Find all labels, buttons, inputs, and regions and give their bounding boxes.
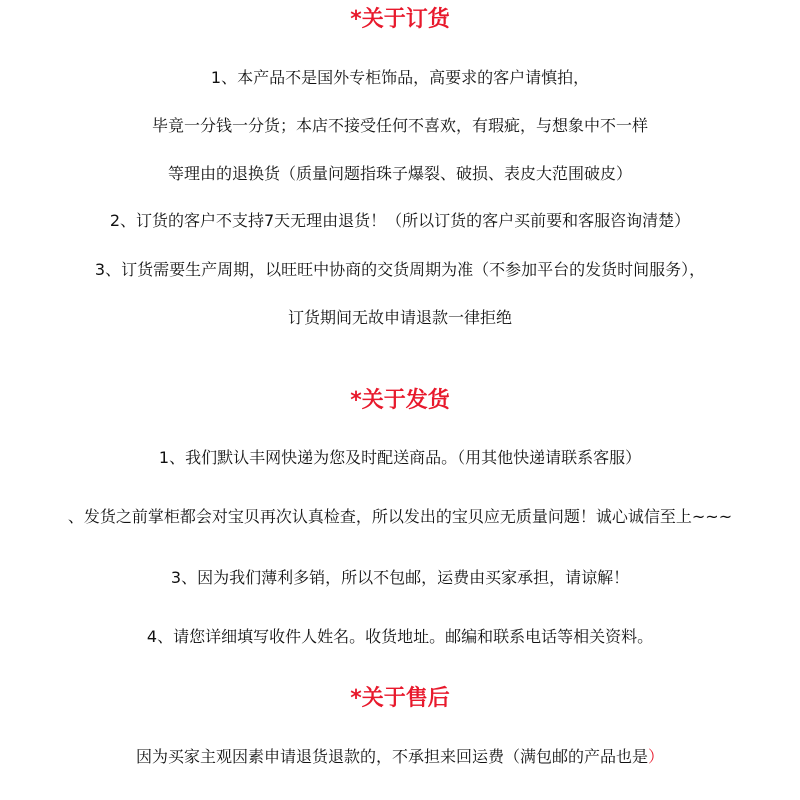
ordering-line-1: 1、本产品不是国外专柜饰品，高要求的客户请慎拍， <box>210 68 590 87</box>
ordering-line-4: 2、订货的客户不支持7天无理由退货！（所以订货的客户买前要和客服咨询清楚） <box>109 211 691 230</box>
shipping-line-4: 4、请您详细填写收件人姓名。收货地址。邮编和联系电话等相关资料。 <box>146 627 654 646</box>
ordering-line-3: 等理由的退换货（质量问题指珠子爆裂、破损、表皮大范围破皮） <box>167 164 632 183</box>
section-heading-after-sales: *关于售后 <box>350 686 450 711</box>
shipping-line-1: 1、我们默认丰网快递为您及时配送商品。（用其他快递请联系客服） <box>158 448 642 467</box>
ordering-line-5: 3、订货需要生产周期，以旺旺中协商的交货周期为准（不参加平台的发货时间服务）， <box>94 260 706 279</box>
ordering-line-2: 毕竟一分钱一分货；本店不接受任何不喜欢，有瑕疵，与想象中不一样 <box>151 116 648 135</box>
after-sales-closing-paren: ） <box>648 747 665 766</box>
section-heading-ordering: *关于订货 <box>350 7 450 32</box>
shipping-line-3: 3、因为我们薄利多销，所以不包邮，运费由买家承担，请谅解！ <box>170 568 630 587</box>
after-sales-text: 因为买家主观因素申请退货退款的，不承担来回运费（满包邮的产品也是 <box>135 747 648 766</box>
ordering-line-6: 订货期间无故申请退款一律拒绝 <box>287 308 512 327</box>
after-sales-line-1 <box>0 745 800 769</box>
section-heading-shipping: *关于发货 <box>350 388 450 413</box>
shipping-line-2: 、发货之前掌柜都会对宝贝再次认真检查，所以发出的宝贝应无质量问题！诚心诚信至上~~~ <box>67 507 733 526</box>
